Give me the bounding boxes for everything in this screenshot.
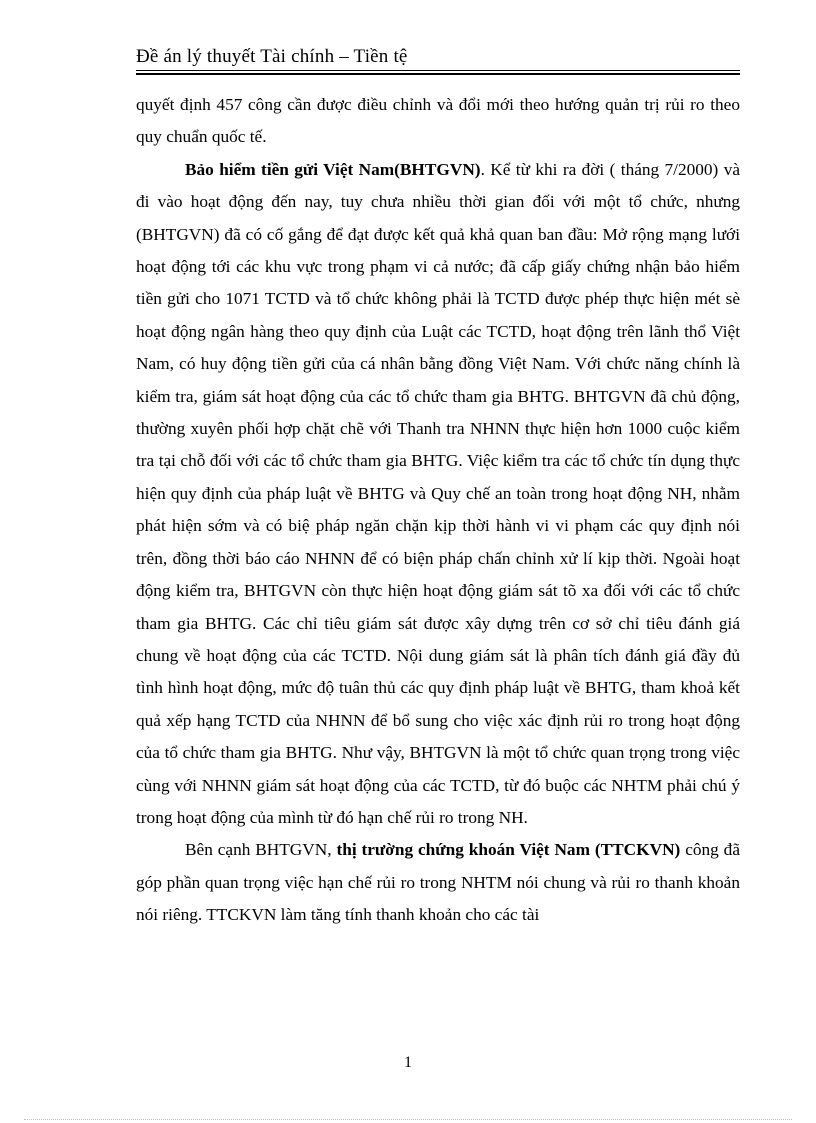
- ttckvn-heading: thị trường chứng khoán Việt Nam (TTCKVN): [336, 840, 681, 860]
- ttckvn-intro: Bên cạnh BHTGVN,: [185, 840, 337, 860]
- paragraph-ttckvn: [136, 834, 740, 931]
- page-number: 1: [404, 1054, 412, 1071]
- ttckvn-text: công đã góp phần quan trọng việc hạn chế rủi ro trong NHTM nói chung và rủi ro thanh khoản nói riêng. TTCKVN làm tăng tính thanh khoản cho các tài: [136, 840, 740, 925]
- document-header-title: Đề án lý thuyết Tài chính – Tiền tệ: [136, 46, 408, 67]
- paragraph-continuation: quyết định 457 công cần được điều chỉnh và đổi mới theo hướng quản trị rủi ro theo quy chuẩn quốc tế.: [136, 95, 740, 147]
- footer-dotted-line: [24, 1119, 792, 1120]
- document-body: [136, 89, 740, 932]
- paragraph-bhtgvn: [136, 154, 740, 835]
- header-rule-thick: [136, 73, 740, 75]
- header-rule-thin: [136, 70, 740, 71]
- bhtgvn-heading: Bảo hiểm tiền gửi Việt Nam(BHTGVN): [185, 159, 481, 179]
- bhtgvn-text: . Kể từ khi ra đời ( tháng 7/2000) và đi vào hoạt động đến nay, tuy chưa nhiều thời gian đối với một tổ chức, nhưng (BHTGVN) đã có cố gắng để đạt được kết quả khả quan ban đầu: Mở rộng mạng lưới hoạt động tới các khu vực trong phạm vi cả nước; đã cấp giấy chứng nhận bảo hiểm tiền gửi cho 1071 TCTD và tổ chức không phải là TCTD được phép thực hiện mét sè hoạt động ngân hàng theo quy định của Luật các TCTD, hoạt động trên lãnh thổ Việt Nam, có huy động tiền gửi của cá nhân bằng đồng Việt Nam. Với chức năng chính là kiểm tra, giám sát hoạt động của các tổ chức tham gia BHTG. BHTGVN đã chủ động, thường xuyên phối hợp chặt chẽ với Thanh tra NHNN thực hiện hơn 1000 cuộc kiểm tra tại chỗ đối với các tổ chức tham gia BHTG. Việc kiểm tra các tổ chức tín dụng thực hiện quy định của pháp luật về BHTG và Quy chế an toàn trong hoạt động NH, nhằm phát hiện sớm và có biệ pháp ngăn chặn kịp thời hành vi vi phạm các quy định nói trên, đồng thời báo cáo NHNN để có biện pháp chấn chỉnh xử lí kịp thời. Ngoài hoạt động kiểm tra, BHTGVN còn thực hiện hoạt động giám sát tõ xa đối với các tổ chức tham gia BHTG. Các chỉ tiêu giám sát được xây dựng trên cơ sở chỉ tiêu đánh giá chung về hoạt động của các TCTD. Nội dung giám sát là phân tích đánh giá đầy đủ tình hình hoạt động, mức độ tuân thủ các quy định pháp luật về BHTG, tham khoả kết quả xếp hạng TCTD của NHNN để bổ sung cho việc xác định rủi ro trong hoạt động của tổ chức tham gia BHTG. Như vậy, BHTGVN là một tổ chức quan trọng trong việc cùng với NHNN giám sát hoạt động của các TCTD, từ đó buộc các NHTM phải chú ý trong hoạt động của mình từ đó hạn chế rủi ro trong NH.: [136, 159, 741, 827]
